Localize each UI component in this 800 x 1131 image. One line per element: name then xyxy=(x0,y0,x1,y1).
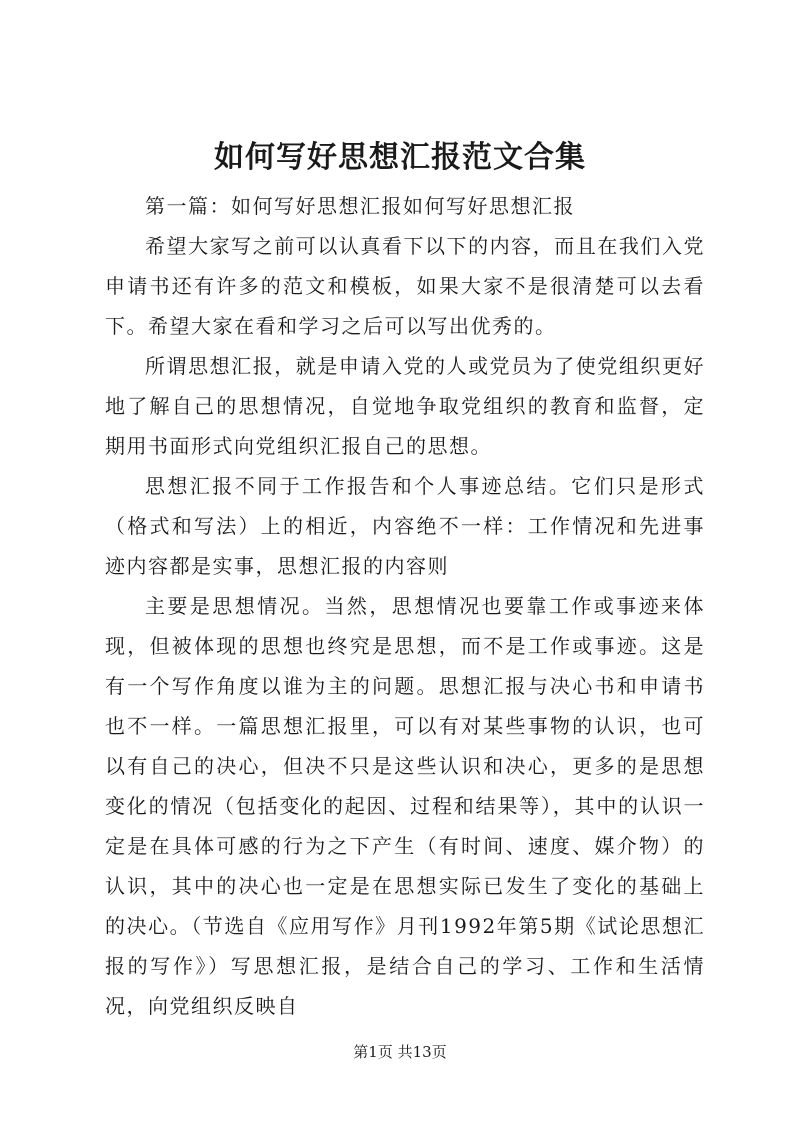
document-body xyxy=(105,186,705,1026)
paragraph: 希望大家写之前可以认真看下以下的内容，而且在我们入党申请书还有许多的范文和模板，如果大家不是很清楚可以去看下。希望大家在看和学习之后可以写出优秀的。 xyxy=(105,234,705,338)
paragraph: 思想汇报不同于工作报告和个人事迹总结。它们只是形式（格式和写法）上的相近，内容绝不一样：工作情况和先进事迹内容都是实事，思想汇报的内容则 xyxy=(105,474,705,578)
document-title: 如何写好思想汇报范文合集 xyxy=(214,140,586,175)
page-number-footer: 第1页 共13页 xyxy=(353,1043,447,1061)
paragraph: 所谓思想汇报，就是申请入党的人或党员为了使党组织更好地了解自己的思想情况，自觉地争取党组织的教育和监督，定期用书面形式向党组织汇报自己的思想。 xyxy=(105,354,705,458)
paragraph: 主要是思想情况。当然，思想情况也要靠工作或事迹来体现，但被体现的思想也终究是思想，而不是工作或事迹。这是有一个写作角度以谁为主的问题。思想汇报与决心书和申请书也不一样。一篇思想汇报里，可以有对某些事物的认识，也可以有自己的决心，但决不只是这些认识和决心，更多的是思想变化的情况（包括变化的起因、过程和结果等），其中的认识一定是在具体可感的行为之下产生（有时间、速度、媒介物）的认识，其中的决心也一定是在思想实际已发生了变化的基础上的决心。（节选自《应用写作》月刊1992年第5期《试论思想汇报的写作》）写思想汇报，是结合自己的学习、工作和生活情况，向党组织反映自 xyxy=(105,594,705,1018)
paragraph-heading: 第一篇：如何写好思想汇报如何写好思想汇报 xyxy=(145,194,575,218)
